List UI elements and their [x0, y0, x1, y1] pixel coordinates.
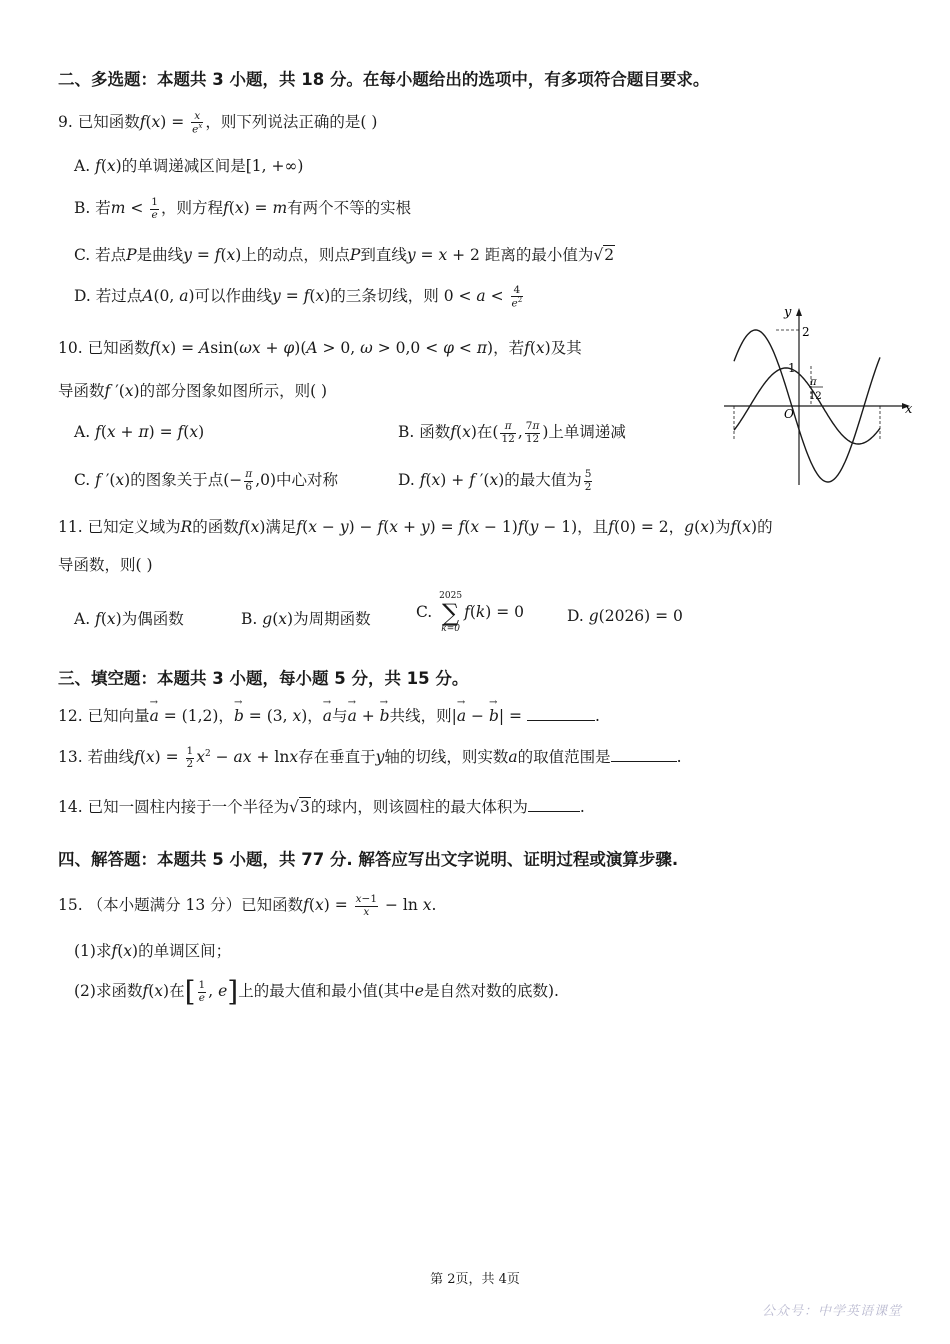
question-11-option-c: C. 2025 ∑ k=0f(k) = 0 [416, 591, 525, 634]
question-9-option-c: C. 若点P是曲线y = f(x)上的动点，则点P到直线y = x + 2 距离的最小值为√2 [74, 246, 615, 264]
question-12: 12. 已知向量→ a = (1,2)，→ b = (3, x)，→ a与→ a + → b共线，则|→ a − → b| = . [58, 704, 600, 726]
question-10-option-d: D. f(x) + f ′(x)的最大值为 $\frac{5}{2}$ [398, 468, 592, 493]
tick-label-2: 2 [802, 325, 810, 339]
question-10-option-b: B. 函数f(x)在( $\frac{\pi}{12}$ , $\frac{7\pi}{12}$ )上单调递减 [398, 420, 626, 445]
question-15-stem: 15. （本小题满分 13 分）已知函数f(x) = $\frac{x-1}{x}$ − ln x. [58, 893, 437, 918]
answer-blank-13[interactable] [611, 761, 677, 762]
question-11-option-b: B. g(x)为周期函数 [241, 610, 371, 628]
origin-label: O [784, 407, 794, 421]
section-2-heading: 二、多选题：本题共 3 小题，共 18 分。在每小题给出的选项中，有多项符合题目要求。 [58, 70, 710, 89]
question-10-stem-line2: 导函数f ′(x)的部分图象如图所示，则( ) [58, 382, 328, 400]
section-4-heading: 四、解答题：本题共 5 小题，共 77 分. 解答应写出文字说明、证明过程或演算步骤. [58, 850, 679, 869]
question-11-option-d: D. g(2026) = 0 [567, 607, 683, 625]
page-footer: 第 2页，共 4页 [430, 1272, 520, 1287]
question-15-part-1: (1)求f(x)的单调区间； [74, 942, 232, 960]
question-10-stem: 10. 已知函数f(x) = Asin(ωx + φ)(A > 0, ω > 0,0 < φ < π)，若f(x)及其 [58, 339, 582, 357]
watermark: 公众号：中学英语课堂 [761, 1304, 902, 1319]
question-10-option-a: A. f(x + π) = f(x) [74, 423, 205, 441]
y-axis-arrow-icon [796, 308, 802, 316]
question-9-option-a: A. f(x)的单调递减区间是[1, +∞) [74, 157, 304, 175]
question-11-stem-line2: 导函数，则( ) [58, 556, 153, 574]
tick-label-1: 1 [788, 361, 796, 375]
question-11-option-a: A. f(x)为偶函数 [74, 610, 184, 628]
answer-blank-12[interactable] [527, 720, 595, 721]
question-10-option-c: C. f ′(x)的图象关于点(− $\frac{\pi}{6}$ ,0)中心对称 [74, 468, 339, 493]
question-15-part-2: (2)求函数f(x)在[ $\frac{1}{e}$ , e]上的最大值和最小值(其中e是自然对数的底数). [74, 975, 559, 1008]
question-9-option-d: D. 若过点A(0, a)可以作曲线y = f(x)的三条切线，则 0 < a < $\frac{4}{e^2}$ [74, 283, 523, 310]
section-3-heading: 三、填空题：本题共 3 小题，每小题 5 分，共 15 分。 [58, 669, 469, 688]
question-10-graph [720, 300, 915, 490]
question-13: 13. 若曲线f(x) = $\frac{1}{2}$ $x^2$ − ax + lnx存在垂直于y轴的切线，则实数a的取值范围是 . [58, 745, 682, 770]
tick-label-pi: π [810, 377, 817, 388]
question-9-stem: 9. 已知函数f(x) = $\frac{x}{e^x}$ ，则下列说法正确的是( ) [58, 109, 378, 136]
question-9-option-b: B. 若m < $\frac{1}{e}$ ，则方程f(x) = m有两个不等的实根 [74, 196, 412, 221]
tick-label-12: 12 [809, 391, 822, 402]
question-14: 14. 已知一圆柱内接于一个半径为√3的球内，则该圆柱的最大体积为 . [58, 798, 585, 816]
y-axis-label: y [784, 305, 792, 320]
question-11-stem: 11. 已知定义域为R的函数f(x)满足f(x − y) − f(x + y) = f(x − 1)f(y − 1)，且f(0) = 2，g(x)为f(x)的 [58, 518, 773, 536]
answer-blank-14[interactable] [528, 811, 580, 812]
x-axis-label: x [905, 402, 913, 417]
